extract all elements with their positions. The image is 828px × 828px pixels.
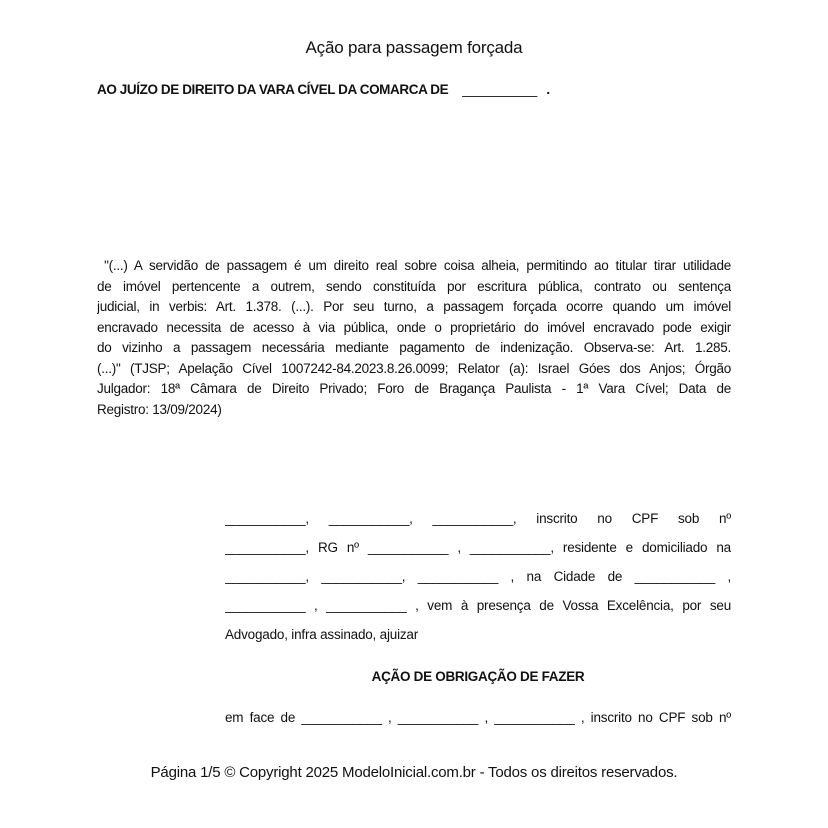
court-heading [97,80,777,100]
court-blank-field: __________ [462,82,538,97]
quote-line: Julgador: 18ª Câmara de Direito Privado; Foro de Bragança Paulista - 1ª Vara Cível; Data de [97,381,731,396]
action-title: AÇÃO DE OBRIGAÇÃO DE FAZER [371,669,585,684]
document-title: Ação para passagem forçada [305,38,523,57]
quote-line: Registro: 13/09/2024) [97,401,222,417]
plaintiff-qualification [225,504,731,649]
court-heading-period: . [546,82,550,97]
court-heading-label: AO JUÍZO DE DIREITO DA VARA CÍVEL DA COMARCA DE [97,82,449,97]
quote-line: (...)" (TJSP; Apelação Cível 1007242-84.2023.8.26.0099; Relator (a): Israel Góes dos Anjos; Órgão [97,360,731,376]
party-line: ___________, ___________, ___________, inscrito no CPF sob nº [225,511,731,526]
quote-line: "(...) A servidão de passagem é um direito real sobre coisa alheia, permitindo ao titular tirar utilidade [97,258,731,273]
jurisprudence-quote [97,256,731,420]
party-line: ___________, ___________, ___________ , na Cidade de ___________ , [225,569,731,584]
quote-line: do vizinho a passagem necessária mediante pagamento de indenização. Observa-se: Art. 1.285. [97,340,731,355]
party-line: ___________, RG nº ___________ , ___________, residente e domiciliado na [225,540,731,555]
party-line: ___________ , ___________ , vem à presença de Vossa Excelência, por seu [225,598,731,613]
defendant-line: em face de ___________ , ___________ , ___________ , inscrito no CPF sob nº [225,710,731,725]
page-footer: Página 1/5 © Copyright 2025 ModeloInicial.com.br - Todos os direitos reservados. [150,764,678,781]
party-line: Advogado, infra assinado, ajuizar [225,627,419,642]
quote-line: encravado necessita de acesso à via pública, onde o proprietário do imóvel encravado pode exigir [97,319,731,335]
quote-line: judicial, in verbis: Art. 1.378. (...). Por seu turno, a passagem forçada ocorre quando um imóvel [97,299,731,314]
quote-line: de imóvel pertencente a outrem, sendo constituída por escritura pública, contrato ou sentença [97,278,731,294]
